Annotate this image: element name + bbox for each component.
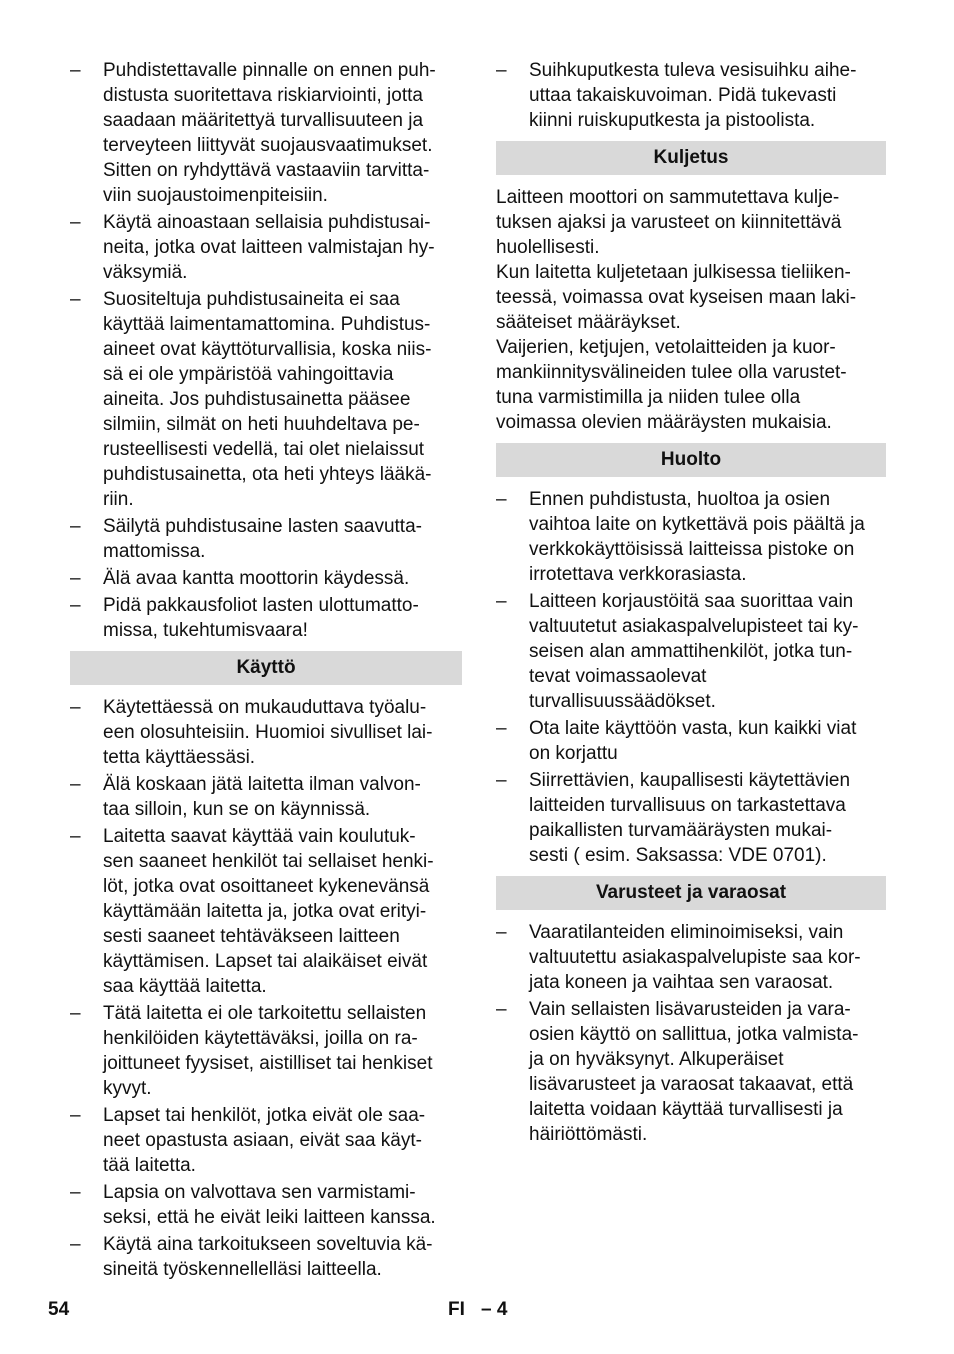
- list-item-text: Ennen puhdistusta, huoltoa ja osien vaihtoa laite on kytkettävä pois päältä ja verkkokäyttöisissä laitteissa pistoke on irrotettava verkkorasiasta.: [529, 489, 865, 585]
- paragraph: Vaijerien, ketjujen, vetolaitteiden ja kuor- mankiinnitysvälineiden tulee olla varustet- tuna varmistimilla ja niiden tulee olla voimassa olevien määräysten mukaisia.: [496, 337, 847, 433]
- bullet-dash: –: [496, 999, 507, 1020]
- list-item: [70, 1180, 462, 1230]
- list-item: [496, 487, 886, 587]
- list-item-text: Laitteen korjaustöitä saa suorittaa vain valtuutetut asiakaspalvelupisteet tai ky- seisen alan ammattihenkilöt, jotka tun- tevat voimassaolevat turvallisuussäädökset.: [529, 591, 859, 712]
- bullet-list-kaytto: [70, 695, 462, 1282]
- bullet-list-huolto: [496, 487, 886, 868]
- list-item-text: Vaaratilanteiden eliminoimiseksi, vain valtuutettu asiakaspalvelupiste saa kor- jata koneen ja vaihtaa sen varaosat.: [529, 922, 861, 993]
- list-item: [70, 695, 462, 770]
- list-item-text: Siirrettävien, kaupallisesti käytettävien laitteiden turvallisuus on tarkastettava paikallisten turvamääräysten mukai- sesti ( esim. Saksassa: VDE 0701).: [529, 770, 851, 866]
- list-item: [70, 772, 462, 822]
- bullet-dash: –: [70, 516, 81, 537]
- list-item: [70, 514, 462, 564]
- list-item-text: Älä avaa kantta moottorin käydessä.: [103, 568, 410, 589]
- list-item-text: Ota laite käyttöön vasta, kun kaikki viat on korjattu: [529, 718, 857, 764]
- list-item: [496, 589, 886, 714]
- bullet-dash: –: [70, 568, 81, 589]
- list-item: [70, 58, 462, 208]
- section-heading-varusteet: Varusteet ja varaosat: [496, 876, 886, 910]
- right-column: [496, 58, 886, 1149]
- bullet-dash: –: [496, 922, 507, 943]
- bullet-dash: –: [496, 591, 507, 612]
- section-heading-kaytto: Käyttö: [70, 651, 462, 685]
- paragraph: Laitteen moottori on sammutettava kulje- tuksen ajaksi ja varusteet on kiinnitettävä huolellisesti.: [496, 187, 842, 258]
- list-item: [70, 824, 462, 999]
- list-item: [70, 1103, 462, 1178]
- bullet-dash: –: [496, 489, 507, 510]
- list-item-text: Vain sellaisten lisävarusteiden ja vara- osien käyttö on sallittua, jotka valmista- ja on hyväksynyt. Alkuperäiset lisävarusteet ja varaosat takaavat, että laitetta voidaan käyttää turvallisesti ja häiriöttömästi.: [529, 999, 859, 1145]
- list-item-text: Suihkuputkesta tuleva vesisuihku aihe- uttaa takaiskuvoiman. Pidä tukevasti kiinni ruiskuputkesta ja pistoolista.: [529, 60, 857, 131]
- list-item: [496, 768, 886, 868]
- list-item: [70, 566, 462, 591]
- list-item: [70, 287, 462, 512]
- bullet-dash: –: [70, 697, 81, 718]
- list-item-text: Käytettäessä on mukauduttava työalu- een olosuhteisiin. Huomioi sivulliset lai- tetta käyttäessäsi.: [103, 697, 433, 768]
- bullet-dash: –: [70, 60, 81, 81]
- sub-page-number: – 4: [481, 1299, 508, 1320]
- section-heading-kuljetus: Kuljetus: [496, 141, 886, 175]
- language-code: FI: [448, 1299, 465, 1320]
- bullet-dash: –: [70, 595, 81, 616]
- list-item-text: Puhdistettavalle pinnalle on ennen puh- distusta suoritettava riskiarviointi, jotta saadaan määritettyä turvallisuuteen ja terveyteen liittyvät suojausvaatimukset. Sitten on ryhdyttävä vastaaviin tarvitta- viin suojaustoimenpiteisiin.: [103, 60, 436, 206]
- left-column: [70, 58, 462, 1284]
- list-item-text: Tätä laitetta ei ole tarkoitettu sellaisten henkilöiden käytettäväksi, joilla on ra- joittuneet fyysiset, aistilliset tai henkiset kyvyt.: [103, 1003, 433, 1099]
- bullet-dash: –: [70, 1182, 81, 1203]
- list-item-text: Pidä pakkausfoliot lasten ulottumatto- missa, tukehtumisvaara!: [103, 595, 419, 641]
- list-item: [496, 716, 886, 766]
- bullet-dash: –: [70, 1234, 81, 1255]
- list-item-text: Lapsia on valvottava sen varmistami- seksi, että he eivät leiki laitteen kanssa.: [103, 1182, 436, 1228]
- list-item: [70, 1232, 462, 1282]
- bullet-list-varusteet: [496, 920, 886, 1147]
- bullet-dash: –: [496, 770, 507, 791]
- list-item-text: Säilytä puhdistusaine lasten saavutta- mattomissa.: [103, 516, 422, 562]
- bullet-dash: –: [70, 774, 81, 795]
- bullet-list-top: [70, 58, 462, 643]
- paragraph: Kun laitetta kuljetetaan julkisessa tieliiken- teessä, voimassa ovat kyseisen maan laki- sääteiset määräykset.: [496, 262, 857, 333]
- page-number: 54: [48, 1299, 70, 1320]
- bullet-dash: –: [70, 1105, 81, 1126]
- bullet-dash: –: [496, 60, 507, 81]
- list-item: [496, 58, 886, 133]
- bullet-list-top: [496, 58, 886, 133]
- list-item-text: Käytä aina tarkoitukseen soveltuvia kä- sineitä työskennellelläsi laitteella.: [103, 1234, 433, 1280]
- bullet-dash: –: [70, 289, 81, 310]
- bullet-dash: –: [70, 826, 81, 847]
- bullet-dash: –: [496, 718, 507, 739]
- bullet-dash: –: [70, 212, 81, 233]
- list-item: [496, 997, 886, 1147]
- list-item-text: Lapset tai henkilöt, jotka eivät ole saa- neet opastusta asiaan, eivät saa käyt- tää laitetta.: [103, 1105, 426, 1176]
- list-item: [70, 1001, 462, 1101]
- list-item-text: Laitetta saavat käyttää vain koulutuk- sen saaneet henkilöt tai sellaiset henki- löt, jotka ovat osoittaneet kykenevänsä käyttämään laitetta ja, jotka ovat erityi- sesti saaneet tehtäväkseen laitteen käyttämisen. Lapset tai alaikäiset eivät saa käyttää laitetta.: [103, 826, 434, 997]
- list-item-text: Käytä ainoastaan sellaisia puhdistusai- neita, jotka ovat laitteen valmistajan hy- väksymiä.: [103, 212, 435, 283]
- list-item: [70, 210, 462, 285]
- list-item-text: Suositeltuja puhdistusaineita ei saa käyttää laimentamattomina. Puhdistus- aineet ovat käyttöturvallisia, koska niis- sä ei ole ympäristöä vahingoittavia aineita. Jos puhdistusainetta pääsee silmiin, silmät on heti huuhdeltava pe- rusteellisesti vedellä, tai olet nielaissut puhdistusainetta, ota heti yhteys lääkä- riin.: [103, 289, 432, 510]
- list-item: [70, 593, 462, 643]
- list-item: [496, 920, 886, 995]
- bullet-dash: –: [70, 1003, 81, 1024]
- section-heading-huolto: Huolto: [496, 443, 886, 477]
- list-item-text: Älä koskaan jätä laitetta ilman valvon- taa silloin, kun se on käynnissä.: [103, 774, 421, 820]
